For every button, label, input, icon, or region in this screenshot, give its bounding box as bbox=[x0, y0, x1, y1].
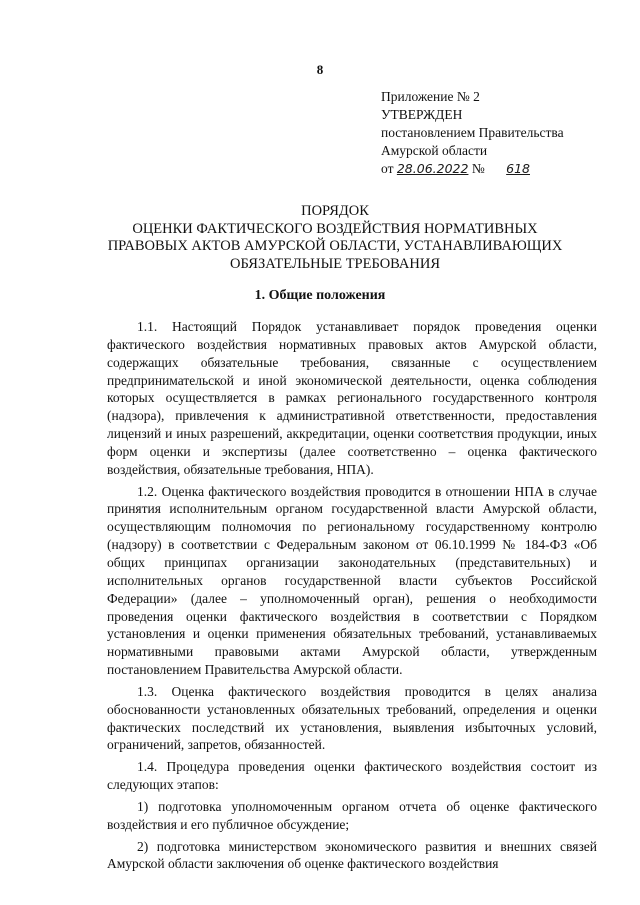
title-line-1: ПОРЯДОК bbox=[301, 203, 369, 219]
paragraph-1-4: 1.4. Процедура проведения оценки фактического воздействия состоит из следующих этапов: bbox=[107, 759, 597, 793]
title-line-2: ОЦЕНКИ ФАКТИЧЕСКОГО ВОЗДЕЙСТВИЯ НОРМАТИВНЫХ bbox=[132, 220, 538, 237]
date-number-line bbox=[381, 160, 621, 178]
resolution-label: постановлением Правительства bbox=[381, 125, 564, 140]
approval-block bbox=[381, 88, 621, 178]
list-item-2: 2) подготовка министерством экономического развития и внешних связей Амурской области заключения об оценке фактического воздействия bbox=[107, 838, 597, 872]
handwritten-number: 618 bbox=[506, 161, 530, 176]
section-heading: 1. Общие положения bbox=[254, 288, 386, 303]
date-prefix: от bbox=[381, 161, 394, 176]
title-line-3: ПРАВОВЫХ АКТОВ АМУРСКОЙ ОБЛАСТИ, УСТАНАВЛИВАЮЩИХ bbox=[107, 238, 563, 254]
page-number: 8 bbox=[316, 62, 324, 77]
paragraph-1-2: 1.2. Оценка фактического воздействия проводится в отношении НПА в случае принятия исполнительным органом государственной власти Амурской области, осуществляющим полномочия по региональному государственному контролю (надзору) в соответствии с Федеральным законом от 06.10.1999 № 184-ФЗ «Об общих принципах организации законодательных (представительных) и исполнительных органов государственной власти субъектов Российской Федерации» (далее – уполномоченный орган), решения о необходимости проведения оценки фактического воздействия в соответствии с Порядком установления и оценки применения обязательных требований, устанавливаемых нормативными правовыми актами Амурской области, утвержденным постановлением Правительства Амурской области. bbox=[107, 483, 597, 678]
document-body bbox=[107, 318, 597, 877]
appendix-label: Приложение № 2 bbox=[381, 89, 480, 104]
title-line-4: ОБЯЗАТЕЛЬНЫЕ ТРЕБОВАНИЯ bbox=[229, 255, 441, 272]
handwritten-date: 28.06.2022 bbox=[396, 161, 469, 176]
document-title bbox=[100, 203, 570, 273]
approved-label: УТВЕРЖДЕН bbox=[381, 107, 463, 122]
region-label: Амурской области bbox=[381, 143, 488, 158]
list-item-1: 1) подготовка уполномоченным органом отчета об оценке фактического воздействия и его публичное обсуждение; bbox=[107, 798, 597, 832]
paragraph-1-1: 1.1. Настоящий Порядок устанавливает порядок проведения оценки фактического воздействия нормативных правовых актов Амурской области, содержащих обязательные требования, связанные с осуществлением предпринимательской и иной экономической деятельности, оценка соблюдения которых осуществляется в рамках регионального государственного контроля (надзора), привлечения к административной ответственности, предоставления лицензий и иных разрешений, аккредитации, оценки соответствия продукции, иных форм оценки и экспертизы (далее соответственно – оценка фактического воздействия, обязательные требования, НПА). bbox=[107, 319, 597, 477]
number-prefix: № bbox=[471, 161, 485, 176]
paragraph-1-3: 1.3. Оценка фактического воздействия проводится в целях анализа обоснованности установленных обязательных требований, определения и оценки фактических последствий их установления, выявления избыточных условий, ограничений, запретов, обязанностей. bbox=[107, 683, 597, 753]
